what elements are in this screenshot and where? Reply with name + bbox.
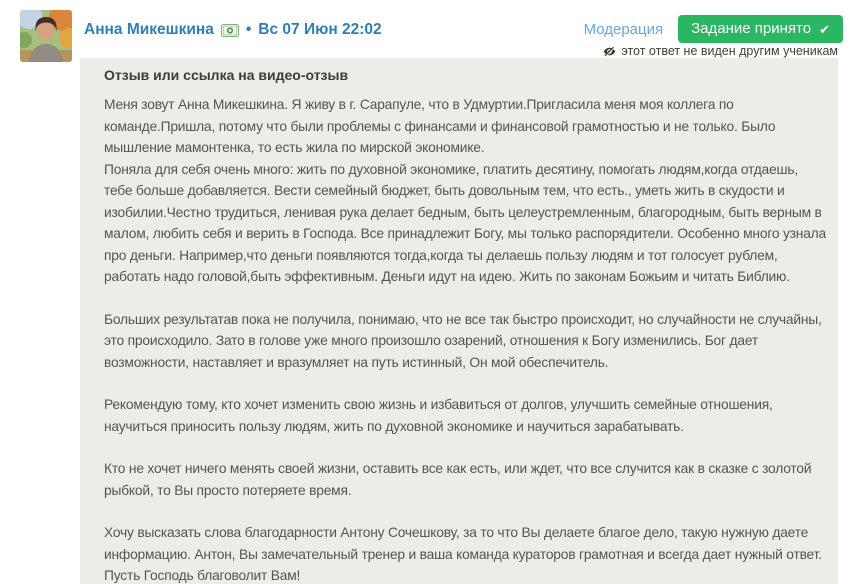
post-paragraph: Кто не хочет ничего менять своей жизни, оставить все как есть, или ждет, что все случится как в сказке с золотой рыбкой, то Вы просто потеряете время.: [104, 461, 812, 498]
checkmark-icon: ✔: [819, 21, 830, 37]
post-paragraph: Больших результатав пока не получила, понимаю, что не все так быстро происходит, но случайности не случайны, это происходило. Зато в голове уже много произошло озарений, отношения к Богу изменились. Бог дает возможности, наставляет и вразумляет на путь истинный, Он мой обеспечитель.: [104, 311, 822, 370]
post-timestamp: Вс 07 Июн 22:02: [258, 21, 382, 38]
task-accepted-label: Задание принято: [691, 20, 812, 37]
avatar-photo: [20, 10, 72, 62]
post-paragraph: Хочу высказать слова благодарности Антону Сочешкову, за то что Вы делаете благое дело, такую нужную даете информацию. Антон, Вы замечательный тренер и ваша команда кураторов грамотная и всегда дает нужный ответ. Пусть Господь благоволит Вам!: [104, 525, 822, 583]
banknote-icon: [221, 24, 239, 37]
author-row: [84, 16, 382, 44]
post-paragraph: Рекомендую тому, кто хочет изменить свою жизнь и избавиться от долгов, улучшить семейные отношения, научиться приносить пользу людям, жить по духовной экономике и научиться зарабатывать.: [104, 397, 773, 434]
header-actions: [584, 15, 843, 43]
visibility-note: [603, 44, 838, 58]
task-accepted-button[interactable]: [678, 15, 843, 43]
answer-content-box: [80, 58, 838, 584]
eye-slash-icon: [603, 45, 616, 58]
post-paragraph: Поняла для себя очень много: жить по духовной экономике, платить десятину, помогать людям,когда отдаешь, тебе больше добавляется. Вести семейный бюджет, быть довольным тем, что есть., уметь жить в скудости и изобилии.Честно трудиться, ленивая рука делает бедным, быть целеустремленным, благородным, быть верным в малом, любить себя и верить в Господа. Все принадлежит Богу, мы только распорядители. Особенно много узнала про деньги. Например,что деньги появляются тогда,когда ты делаешь пользу людям и тот голосует рублем, работать надо головой,быть эффективным. Деньги идут на идею. Жить по законам Божьим и читать Библию.: [104, 161, 827, 284]
moderation-link[interactable]: Модерация: [583, 20, 664, 38]
dot-separator: •: [245, 21, 252, 38]
post-paragraph: Меня зовут Анна Микешкина. Я живу в г. Сарапуле, что в Удмуртии.Пригласила меня моя коллега по команде.Пришла, потому что были проблемы с финансами и финансовой грамотностью и не только. Было мышление мамонтенка, то есть жила по мирской экономике.: [104, 97, 776, 155]
visibility-note-text: этот ответ не виден другим ученикам: [621, 44, 838, 58]
author-name-link[interactable]: Анна Микешкина: [84, 21, 214, 38]
assignment-title: Отзыв или ссылка на видео-отзыв: [104, 67, 349, 83]
post-body: [104, 94, 828, 584]
avatar[interactable]: [20, 10, 72, 62]
